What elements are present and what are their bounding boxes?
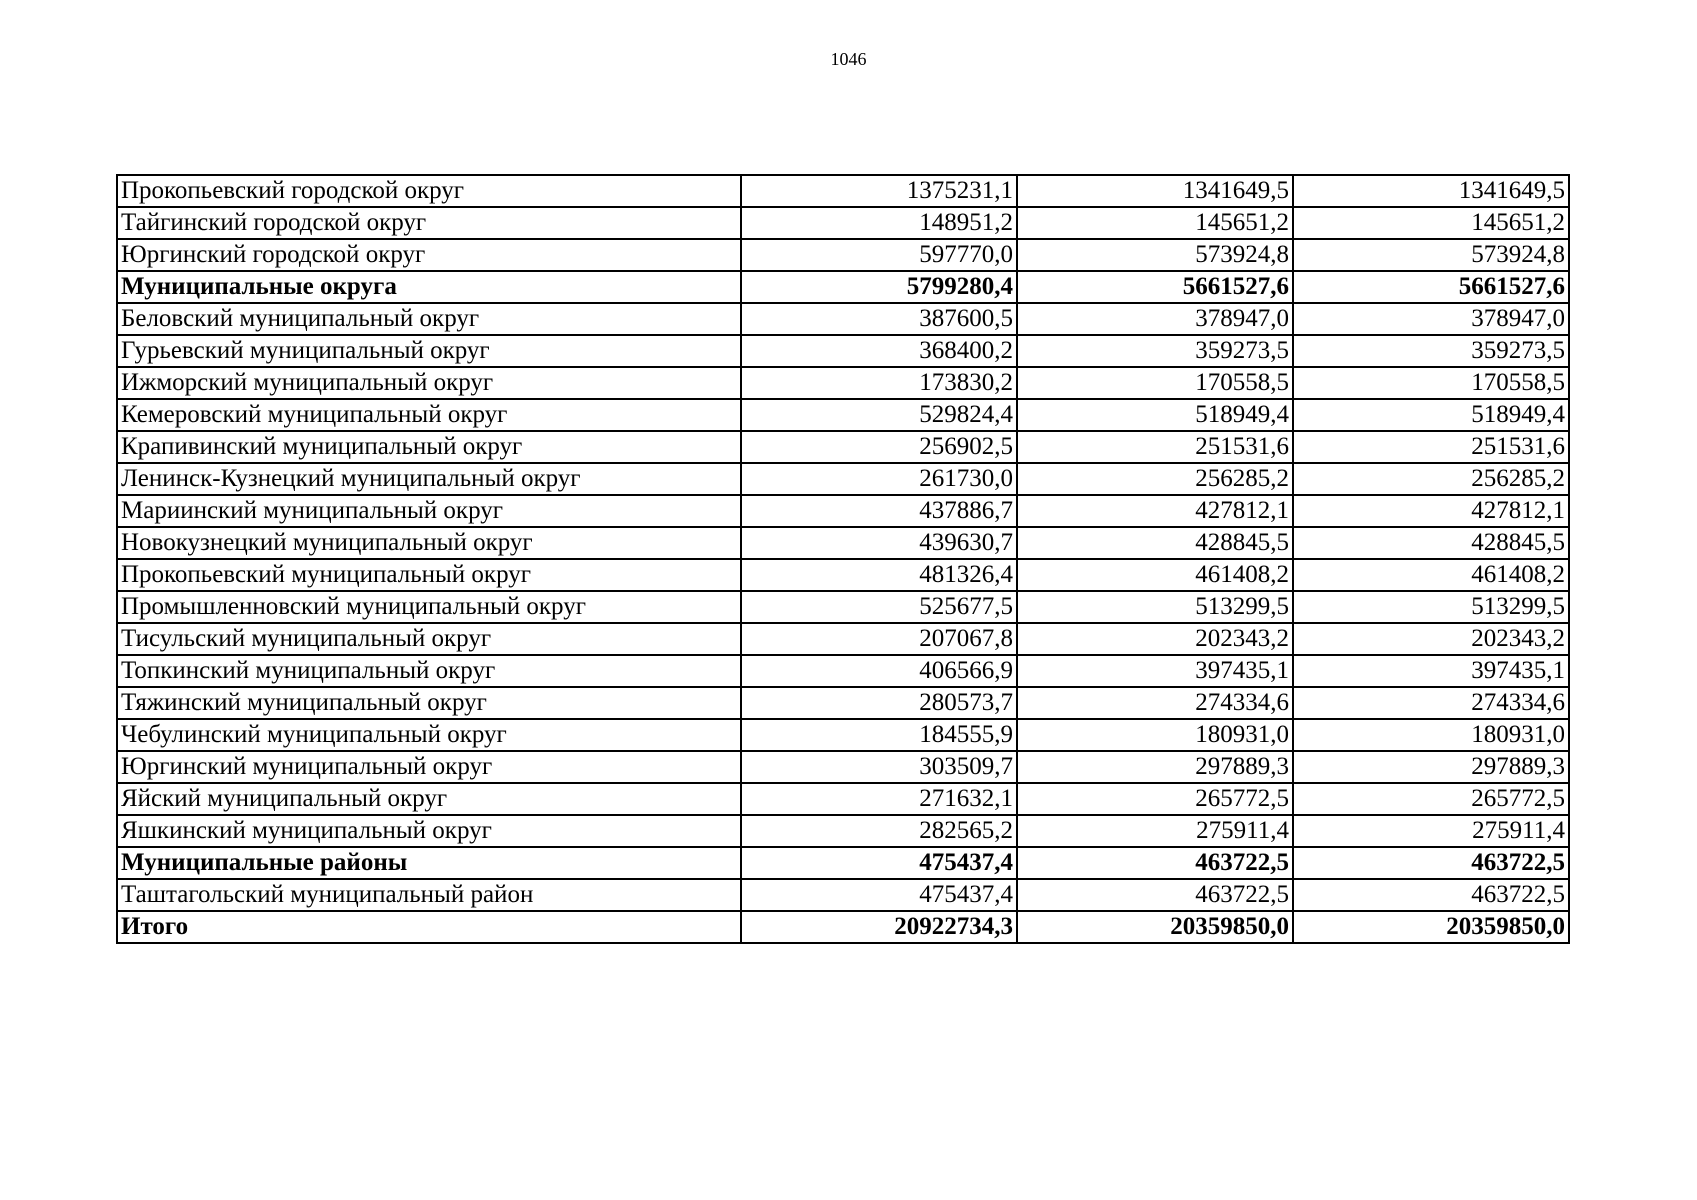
table-row — [117, 911, 1569, 943]
value-cell-1: 148951,2 — [741, 207, 1017, 239]
value-cell-2: 518949,4 — [1017, 399, 1293, 431]
value-cell-1: 173830,2 — [741, 367, 1017, 399]
budget-table — [116, 174, 1570, 944]
value-cell-2: 265772,5 — [1017, 783, 1293, 815]
value-cell-1: 529824,4 — [741, 399, 1017, 431]
table-body — [117, 175, 1569, 943]
table-row — [117, 239, 1569, 271]
row-name-cell: Ленинск-Кузнецкий муниципальный округ — [117, 463, 741, 495]
value-cell-2: 275911,4 — [1017, 815, 1293, 847]
table-row — [117, 815, 1569, 847]
table-row — [117, 303, 1569, 335]
value-cell-1: 406566,9 — [741, 655, 1017, 687]
value-cell-2: 202343,2 — [1017, 623, 1293, 655]
value-cell-3: 397435,1 — [1293, 655, 1569, 687]
row-name-cell: Тяжинский муниципальный округ — [117, 687, 741, 719]
table-row — [117, 847, 1569, 879]
table-row — [117, 399, 1569, 431]
row-name-cell: Яйский муниципальный округ — [117, 783, 741, 815]
table-row — [117, 687, 1569, 719]
value-cell-1: 387600,5 — [741, 303, 1017, 335]
value-cell-1: 261730,0 — [741, 463, 1017, 495]
value-cell-2: 5661527,6 — [1017, 271, 1293, 303]
value-cell-2: 378947,0 — [1017, 303, 1293, 335]
table-row — [117, 463, 1569, 495]
row-name-cell: Тисульский муниципальный округ — [117, 623, 741, 655]
value-cell-3: 274334,6 — [1293, 687, 1569, 719]
row-name-cell: Прокопьевский муниципальный округ — [117, 559, 741, 591]
row-name-cell: Юргинский городской округ — [117, 239, 741, 271]
page-number: 1046 — [830, 49, 867, 69]
value-cell-1: 280573,7 — [741, 687, 1017, 719]
value-cell-3: 202343,2 — [1293, 623, 1569, 655]
value-cell-2: 274334,6 — [1017, 687, 1293, 719]
row-name-cell: Беловский муниципальный округ — [117, 303, 741, 335]
table-row — [117, 591, 1569, 623]
value-cell-3: 427812,1 — [1293, 495, 1569, 527]
value-cell-3: 20359850,0 — [1293, 911, 1569, 943]
value-cell-1: 439630,7 — [741, 527, 1017, 559]
value-cell-2: 251531,6 — [1017, 431, 1293, 463]
value-cell-2: 1341649,5 — [1017, 175, 1293, 207]
value-cell-3: 180931,0 — [1293, 719, 1569, 751]
table-row — [117, 879, 1569, 911]
value-cell-1: 525677,5 — [741, 591, 1017, 623]
row-name-cell: Крапивинский муниципальный округ — [117, 431, 741, 463]
value-cell-1: 20922734,3 — [741, 911, 1017, 943]
table-row — [117, 719, 1569, 751]
value-cell-3: 265772,5 — [1293, 783, 1569, 815]
value-cell-2: 359273,5 — [1017, 335, 1293, 367]
value-cell-1: 282565,2 — [741, 815, 1017, 847]
table-row — [117, 655, 1569, 687]
value-cell-1: 1375231,1 — [741, 175, 1017, 207]
value-cell-3: 463722,5 — [1293, 847, 1569, 879]
table-row — [117, 559, 1569, 591]
value-cell-2: 463722,5 — [1017, 879, 1293, 911]
row-name-cell: Ижморский муниципальный округ — [117, 367, 741, 399]
value-cell-2: 513299,5 — [1017, 591, 1293, 623]
table-row — [117, 335, 1569, 367]
table-row — [117, 783, 1569, 815]
row-name-cell: Мариинский муниципальный округ — [117, 495, 741, 527]
value-cell-2: 427812,1 — [1017, 495, 1293, 527]
row-name-cell: Яшкинский муниципальный округ — [117, 815, 741, 847]
value-cell-3: 573924,8 — [1293, 239, 1569, 271]
value-cell-1: 437886,7 — [741, 495, 1017, 527]
value-cell-3: 463722,5 — [1293, 879, 1569, 911]
value-cell-1: 597770,0 — [741, 239, 1017, 271]
value-cell-3: 145651,2 — [1293, 207, 1569, 239]
table-row — [117, 271, 1569, 303]
row-name-cell: Тайгинский городской округ — [117, 207, 741, 239]
row-name-cell: Гурьевский муниципальный округ — [117, 335, 741, 367]
table-row — [117, 623, 1569, 655]
value-cell-2: 461408,2 — [1017, 559, 1293, 591]
value-cell-3: 256285,2 — [1293, 463, 1569, 495]
table-row — [117, 527, 1569, 559]
value-cell-2: 180931,0 — [1017, 719, 1293, 751]
table-row — [117, 495, 1569, 527]
row-name-cell: Муниципальные районы — [117, 847, 741, 879]
value-cell-2: 463722,5 — [1017, 847, 1293, 879]
value-cell-2: 145651,2 — [1017, 207, 1293, 239]
value-cell-3: 297889,3 — [1293, 751, 1569, 783]
value-cell-3: 5661527,6 — [1293, 271, 1569, 303]
value-cell-2: 573924,8 — [1017, 239, 1293, 271]
value-cell-2: 397435,1 — [1017, 655, 1293, 687]
row-name-cell: Топкинский муниципальный округ — [117, 655, 741, 687]
value-cell-2: 20359850,0 — [1017, 911, 1293, 943]
row-name-cell: Прокопьевский городской округ — [117, 175, 741, 207]
table-row — [117, 175, 1569, 207]
value-cell-1: 184555,9 — [741, 719, 1017, 751]
value-cell-3: 461408,2 — [1293, 559, 1569, 591]
value-cell-1: 5799280,4 — [741, 271, 1017, 303]
value-cell-3: 275911,4 — [1293, 815, 1569, 847]
row-name-cell: Муниципальные округа — [117, 271, 741, 303]
value-cell-1: 368400,2 — [741, 335, 1017, 367]
value-cell-2: 170558,5 — [1017, 367, 1293, 399]
row-name-cell: Итого — [117, 911, 741, 943]
row-name-cell: Чебулинский муниципальный округ — [117, 719, 741, 751]
row-name-cell: Юргинский муниципальный округ — [117, 751, 741, 783]
value-cell-1: 271632,1 — [741, 783, 1017, 815]
value-cell-1: 207067,8 — [741, 623, 1017, 655]
table-row — [117, 751, 1569, 783]
value-cell-1: 303509,7 — [741, 751, 1017, 783]
value-cell-2: 297889,3 — [1017, 751, 1293, 783]
row-name-cell: Таштагольский муниципальный район — [117, 879, 741, 911]
table-row — [117, 367, 1569, 399]
value-cell-3: 513299,5 — [1293, 591, 1569, 623]
value-cell-1: 475437,4 — [741, 879, 1017, 911]
row-name-cell: Промышленновский муниципальный округ — [117, 591, 741, 623]
row-name-cell: Новокузнецкий муниципальный округ — [117, 527, 741, 559]
value-cell-3: 428845,5 — [1293, 527, 1569, 559]
table-row — [117, 431, 1569, 463]
value-cell-3: 1341649,5 — [1293, 175, 1569, 207]
row-name-cell: Кемеровский муниципальный округ — [117, 399, 741, 431]
value-cell-1: 481326,4 — [741, 559, 1017, 591]
value-cell-3: 518949,4 — [1293, 399, 1569, 431]
value-cell-1: 256902,5 — [741, 431, 1017, 463]
value-cell-2: 428845,5 — [1017, 527, 1293, 559]
value-cell-3: 251531,6 — [1293, 431, 1569, 463]
value-cell-3: 170558,5 — [1293, 367, 1569, 399]
table-row — [117, 207, 1569, 239]
value-cell-1: 475437,4 — [741, 847, 1017, 879]
value-cell-3: 378947,0 — [1293, 303, 1569, 335]
value-cell-2: 256285,2 — [1017, 463, 1293, 495]
value-cell-3: 359273,5 — [1293, 335, 1569, 367]
